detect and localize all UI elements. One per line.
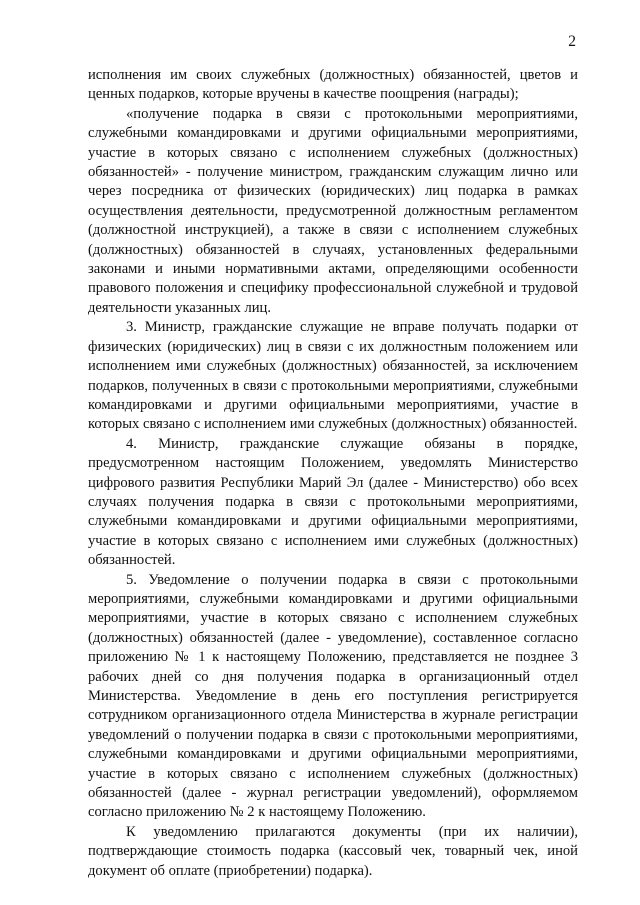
paragraph-attachments: К уведомлению прилагаются документы (при их наличии), подтверждающие стоимость подарка (кассовый чек, товарный чек, иной документ об оплате (приобретении) подарка).	[88, 823, 578, 879]
page-number: 2	[568, 33, 576, 50]
paragraph-definition: «получение подарка в связи с протокольными мероприятиями, служебными командировками и другими официальными мероприятиями, участие в которых связано с исполнением служебных (должностных) обязанностей» - получение министром, гражданским служащим лично или через посредника от физических (юридических) лиц подарка в рамках осуществления деятельности, предусмотренной должностным регламентом (должностной инструкцией), а также в связи с исполнением служебных (должностных) обязанностей в случаях, установленных федеральными законами и иными нормативными актами, определяющими особенности правового положения и специфику профессиональной служебной и трудовой деятельности указанных лиц.	[88, 105, 578, 316]
paragraph-continuation: исполнения им своих служебных (должностных) обязанностей, цветов и ценных подарков, которые вручены в качестве поощрения (награды);	[88, 67, 578, 103]
document-body	[88, 66, 578, 881]
paragraph-5: 5. Уведомление о получении подарка в связи с протокольными мероприятиями, служебными командировками и другими официальными мероприятиями, участие в которых связано с исполнением служебных (должностных) обязанностей (далее - уведомление), составленное согласно приложению № 1 к настоящему Положению, представляется не позднее 3 рабочих дней со дня получения подарка в организационный отдел Министерства. Уведомление в день его поступления регистрируется сотрудником организационного отдела Министерства в журнале регистрации уведомлений о получении подарка в связи с протокольными мероприятиями, служебными командировками и другими официальными мероприятиями, участие в которых связано с исполнением служебных (должностных) обязанностей (далее - журнал регистрации уведомлений), оформляемом согласно приложению № 2 к настоящему Положению.	[88, 571, 578, 821]
paragraph-4: 4. Министр, гражданские служащие обязаны в порядке, предусмотренном настоящим Положением, уведомлять Министерство цифрового развития Республики Марий Эл (далее - Министерство) обо всех случаях получения подарка в связи с протокольными мероприятиями, служебными командировками и другими официальными мероприятиями, участие в которых связано с исполнением ими служебных (должностных) обязанностей.	[88, 435, 578, 569]
paragraph-3: 3. Министр, гражданские служащие не вправе получать подарки от физических (юридических) лиц в связи с их должностным положением или исполнением ими служебных (должностных) обязанностей, за исключением подарков, полученных в связи с протокольными мероприятиями, служебными командировками и другими официальными мероприятиями, участие в которых связано с исполнением ими служебных (должностных) обязанностей.	[88, 319, 578, 433]
